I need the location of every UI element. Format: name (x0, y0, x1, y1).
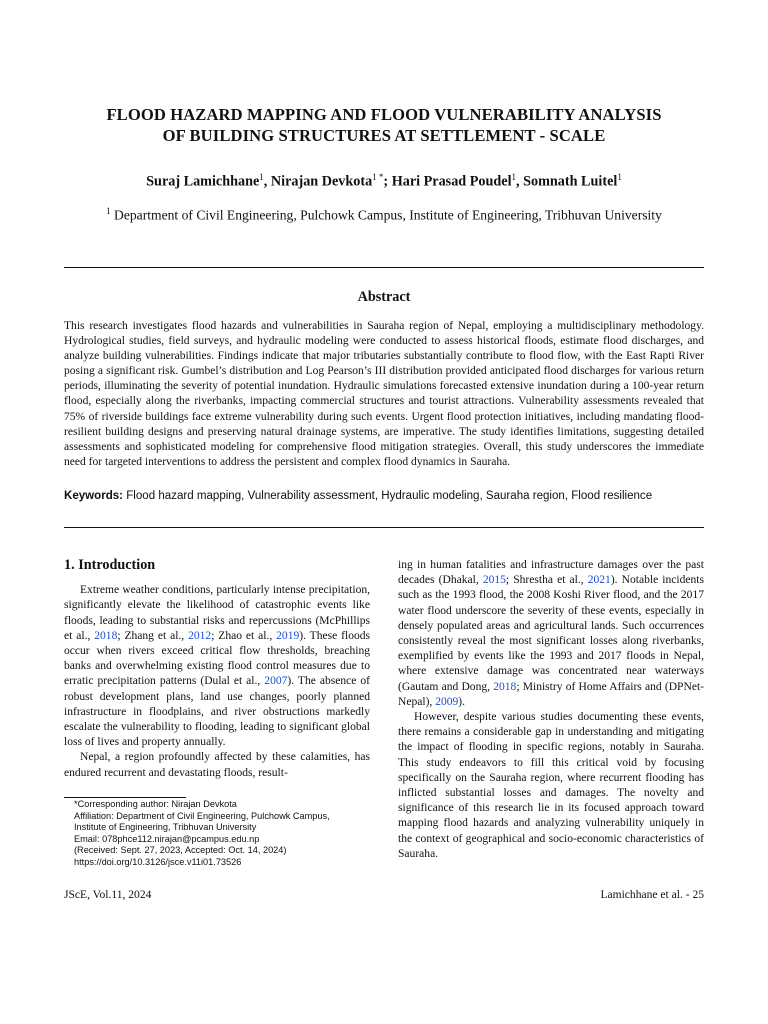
author-affiliation-mark: 1 (259, 172, 264, 182)
intro-paragraph-2-cont (398, 558, 704, 710)
author: Hari Prasad Poudel (391, 173, 512, 190)
citation-link[interactable]: 2007 (264, 675, 288, 688)
footnote-line: Affiliation: Department of Civil Engineering, Pulchowk Campus, (74, 810, 330, 821)
author: Somnath Luitel (523, 173, 618, 190)
keywords-label: Keywords: (64, 490, 124, 502)
footnote-line: Email: 078phce112.nirajan@pcampus.edu.np (74, 833, 260, 844)
citation-link[interactable]: 2012 (188, 629, 212, 642)
author-separator: , (516, 173, 524, 190)
keywords (64, 490, 704, 502)
paragraph-text: ing in human fatalities and infrastructure damages over the past decades (Dhakal, (398, 559, 704, 587)
journal-footer: JScE, Vol.11, 2024 (64, 889, 152, 901)
paragraph-text: ; Zhang et al., (117, 629, 189, 642)
author-list (40, 172, 728, 191)
paragraph-text: However, despite various studies documenting these events, there remains a considerable gap in understanding and mitigating the impact of flooding in specific regions, notably in Sauraha. This study endeavors to fill this critical void by focusing specifically on the Sauraha region, where recurrent flooding has inflicted substantial losses and damages. The novelty and significance of this research lie in its focused approach toward mapping flood hazards and analyzing vulnerability uniquely in the context of geographical and socio-economic characteristics of Sauraha. (398, 711, 704, 860)
author-separator: , (263, 173, 271, 190)
author: Nirajan Devkota (270, 173, 373, 190)
section-heading: 1. Introduction (64, 557, 156, 573)
affiliation-text: Department of Civil Engineering, Pulchowk Campus, Institute of Engineering, Tribhuvan University (114, 207, 662, 223)
title-line-1: FLOOD HAZARD MAPPING AND FLOOD VULNERABILITY ANALYSIS (106, 105, 662, 124)
paragraph-text: ; Shrestha et al., (505, 574, 588, 587)
paragraph-text: ). These floods occur when rivers exceed critical flow thresholds, breaching banks and overwhelming existing flood control measures due to erratic precipitation patterns (Dulal et al., (64, 629, 371, 688)
paragraph-text: Nepal, a region profoundly affected by these calamities, has endured recurrent and devastating floods, result- (64, 751, 370, 779)
left-column (64, 558, 370, 781)
intro-paragraph-2-start (64, 750, 370, 780)
footnote-line: (Received: Sept. 27, 2023, Accepted: Oct. 14, 2024) (74, 845, 287, 856)
affiliation (40, 206, 728, 224)
citation-link[interactable]: 2015 (482, 574, 506, 587)
abstract-heading: Abstract (357, 289, 411, 305)
keywords-text: Flood hazard mapping, Vulnerability assessment, Hydraulic modeling, Sauraha region, Flood resilience (126, 490, 653, 502)
footnote-line: *Corresponding author: Nirajan Devkota (74, 799, 237, 809)
footnote-line: Institute of Engineering, Tribhuvan University (74, 822, 257, 833)
intro-paragraph-1 (64, 583, 370, 750)
citation-link[interactable]: 2018 (94, 629, 118, 642)
citation-link[interactable]: 2018 (493, 680, 517, 693)
paragraph-text: ; Ministry of Home Affairs and (DPNet-Nepal), (398, 680, 704, 708)
abstract-bottom-rule (64, 527, 704, 528)
page-footer: Lamichhane et al. - 25 (600, 889, 704, 901)
paper-title (40, 104, 728, 146)
author: Suraj Lamichhane (146, 173, 260, 190)
author-affiliation-mark: 1 (617, 172, 622, 182)
citation-link[interactable]: 2021 (587, 574, 611, 587)
affiliation-mark: 1 (106, 206, 111, 216)
author-affiliation-mark: 1 * (372, 172, 384, 182)
footnote-rule (64, 797, 186, 798)
citation-link[interactable]: 2009 (435, 695, 459, 708)
footnote-line: https://doi.org/10.3126/jsce.v11i01.73526 (74, 856, 242, 867)
paragraph-text: ). Notable incidents such as the 1993 flood, the 2008 Koshi River flood, and the 2017 water flood underscore the severity of these events, especially in densely populated areas and agricultural lands. Such occurrences consistently reveal the most significant losses along riverbanks, exemplified by events like the 1993 and 2017 floods in Nepal, where extensive damage was concentrated near waterways (Gautam and Dong, (398, 574, 704, 693)
footnote (74, 799, 374, 869)
paragraph-text: ). The absence of robust development plans, land use changes, poorly planned infrastructure in floodplains, and river obstructions markedly escalate the vulnerability to flooding, leading to significant global loss of lives and property annually. (64, 675, 371, 749)
abstract-text: This research investigates flood hazards and vulnerabilities in Sauraha region of Nepal, employing a multidisciplinary methodology. Hydrological studies, field surveys, and hydraulic modeling were conducted to assess historical floods, estimate flood discharges, and analyze building vulnerabilities. Findings indicate that major tributaries substantially contribute to flood flow, with the East Rapti River posing a significant risk. Gumbel’s distribution and Log Pearson’s III distribution provided anticipated flood discharges for various return periods, illuminating the severity of potential inundation. Hydraulic simulations forecasted extensive inundation during a 100-year return flood, especially along the riverbanks, impacting commercial structures and tourist attractions. Vulnerability assessments revealed that 75% of riverside buildings face extreme vulnerability during such events. Urgent flood protection initiatives, including mandating flood-resilient building designs and preserving natural drainage systems, are imperative. The study identifies limitations, suggesting detailed assessments and sophisticated modeling for comprehensive flood mitigation strategies. Overall, this study underscores the immediate need for targeted interventions to address the persistent and complex flood dynamics in Sauraha. (64, 320, 704, 468)
abstract-top-rule (64, 267, 704, 268)
paragraph-text: Extreme weather conditions, particularly intense precipitation, significantly elevate the likelihood of catastrophic events like floods, leading to substantial risks and repercussions (McPhillips et al., (64, 584, 370, 642)
author-separator: ; (383, 173, 392, 190)
paragraph-text: ; Zhao et al., (211, 629, 277, 642)
intro-paragraph-3 (398, 710, 704, 862)
right-column (398, 558, 704, 862)
author-affiliation-mark: 1 (511, 172, 517, 182)
title-line-2: OF BUILDING STRUCTURES AT SETTLEMENT - SCALE (162, 126, 606, 145)
citation-link[interactable]: 2019 (276, 629, 300, 642)
paragraph-text: ). (458, 695, 466, 708)
